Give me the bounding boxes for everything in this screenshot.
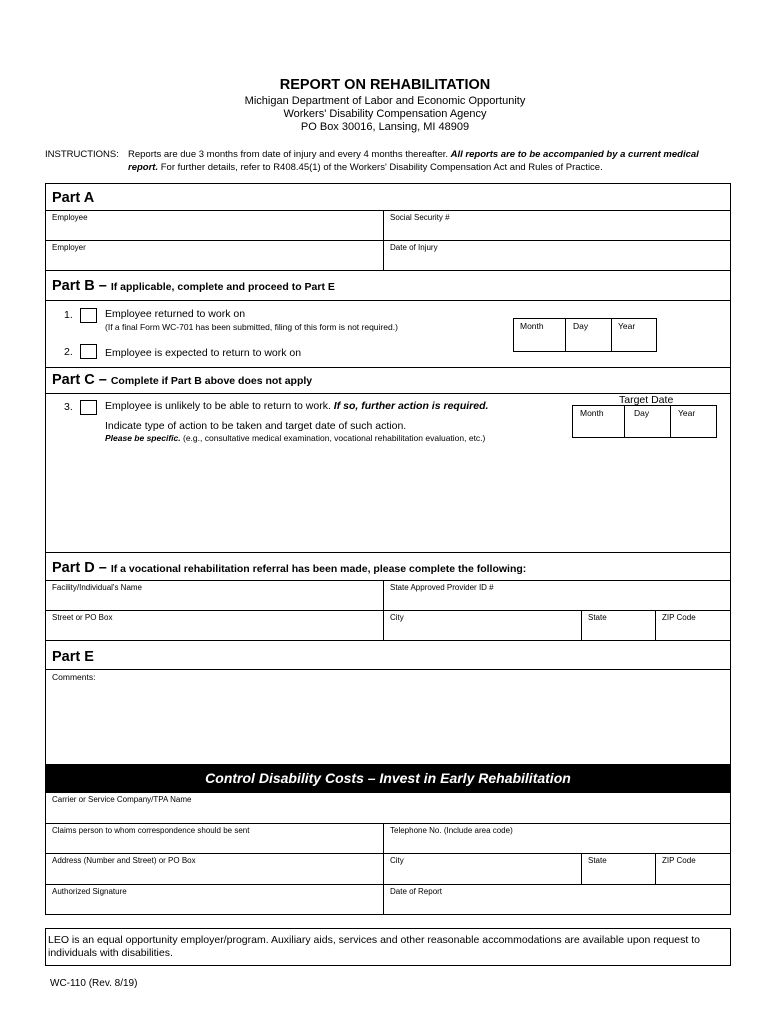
part-d-instruction: If a vocational rehabilitation referral has been made, please complete the following: [110,563,527,575]
divider [565,318,566,352]
carrier-name-label: Carrier or Service Company/TPA Name [52,795,192,804]
divider [45,367,731,368]
item-1-number: 1. [64,309,73,321]
employee-label: Employee [52,213,88,222]
facility-name-label: Facility/Individual's Name [52,583,143,592]
year-label: Year [618,321,636,331]
claims-person-label: Claims person to whom correspondence should be sent [52,826,250,835]
divider [581,610,582,640]
divider [45,823,731,824]
divider [45,610,731,611]
part-c-instruction: Complete if Part B above does not apply [110,375,313,387]
target-date-label: Target Date [619,394,674,406]
agency-department: Michigan Department of Labor and Economic Opportunity [244,95,526,107]
divider [383,823,384,915]
divider [45,270,731,271]
further-action-emphasis: If so, further action is required. [333,400,489,412]
part-d-heading [52,560,526,576]
unlikely-return-checkbox[interactable] [80,400,97,415]
date-of-report-label: Date of Report [390,887,443,896]
part-e-heading: Part E [52,649,94,665]
divider [45,580,731,581]
target-year-label: Year [678,408,696,418]
instructions-text-c: For further details, refer to R408.45(1) of the Workers' Disability Compensation Act and Rules of Practice. [160,162,603,173]
divider [383,210,384,270]
unlikely-return-label [105,400,488,412]
instructions-emphasis: All reports are to be accompanied by a current medical report. [128,149,699,173]
agency-name: Workers' Disability Compensation Agency [283,108,487,120]
comments-label: Comments: [52,672,96,682]
carrier-city-label: City [390,856,404,865]
part-b-instruction: If applicable, complete and proceed to Part E [110,281,335,293]
part-b-heading [52,278,335,294]
carrier-state-label: State [588,856,607,865]
divider [45,853,731,854]
form-title: REPORT ON REHABILITATION [279,77,491,93]
target-month-label: Month [580,408,604,418]
expected-return-label: Employee is expected to return to work on [105,347,302,359]
divider [45,884,731,885]
divider [611,318,612,352]
carrier-zip-label: ZIP Code [662,856,696,865]
divider [45,669,731,670]
employer-label: Employer [52,243,86,252]
divider [655,610,656,640]
city-label: City [390,613,404,622]
part-c-heading [52,372,312,388]
divider [45,552,731,553]
instructions-text [128,148,728,174]
unlikely-return-text: Employee is unlikely to be able to return to work. [105,400,331,412]
divider [670,405,671,438]
state-label: State [588,613,607,622]
divider [655,853,656,884]
date-of-injury-label: Date of Injury [390,243,438,252]
month-label: Month [520,321,544,331]
wc701-note: (If a final Form WC-701 has been submitted, filing of this form is not required.) [105,322,398,332]
item-3-number: 3. [64,401,73,413]
control-costs-banner: Control Disability Costs – Invest in Early Rehabilitation [45,764,731,793]
be-specific-note [105,433,545,444]
agency-address: PO Box 30016, Lansing, MI 48909 [300,121,470,133]
instructions-text-a: Reports are due 3 months from date of injury and every 4 months thereafter. [128,149,449,160]
ssn-label: Social Security # [390,213,450,222]
provider-id-label: State Approved Provider ID # [390,583,494,592]
signature-label: Authorized Signature [52,887,127,896]
day-label: Day [573,321,589,331]
target-day-label: Day [634,408,650,418]
street-label: Street or PO Box [52,613,113,622]
divider [624,405,625,438]
item-2-number: 2. [64,346,73,358]
indicate-action-label: Indicate type of action to be taken and target date of such action. [105,420,407,432]
divider [45,640,731,641]
divider [45,210,731,211]
example-text: (e.g., consultative medical examination, vocational rehabilitation evaluation, etc.) [182,433,486,443]
instructions-label: INSTRUCTIONS: [45,149,119,160]
address-label: Address (Number and Street) or PO Box [52,856,196,865]
expected-return-checkbox[interactable] [80,344,97,359]
part-d-title: Part D – [52,560,107,576]
be-specific-emphasis: Please be specific. [105,433,181,443]
returned-to-work-checkbox[interactable] [80,308,97,323]
returned-to-work-label: Employee returned to work on [105,308,246,320]
divider [45,240,731,241]
divider [581,853,582,884]
part-b-title: Part B – [52,278,107,294]
part-a-heading: Part A [52,190,95,206]
part-c-title: Part C – [52,372,107,388]
equal-opportunity-notice: LEO is an equal opportunity employer/program. Auxiliary aids, services and other reasonable accommodations are available upon request to individuals with disabilities. [45,928,731,966]
divider [45,300,731,301]
telephone-label: Telephone No. (Include area code) [390,826,513,835]
zip-label: ZIP Code [662,613,696,622]
form-number: WC-110 (Rev. 8/19) [50,978,138,989]
